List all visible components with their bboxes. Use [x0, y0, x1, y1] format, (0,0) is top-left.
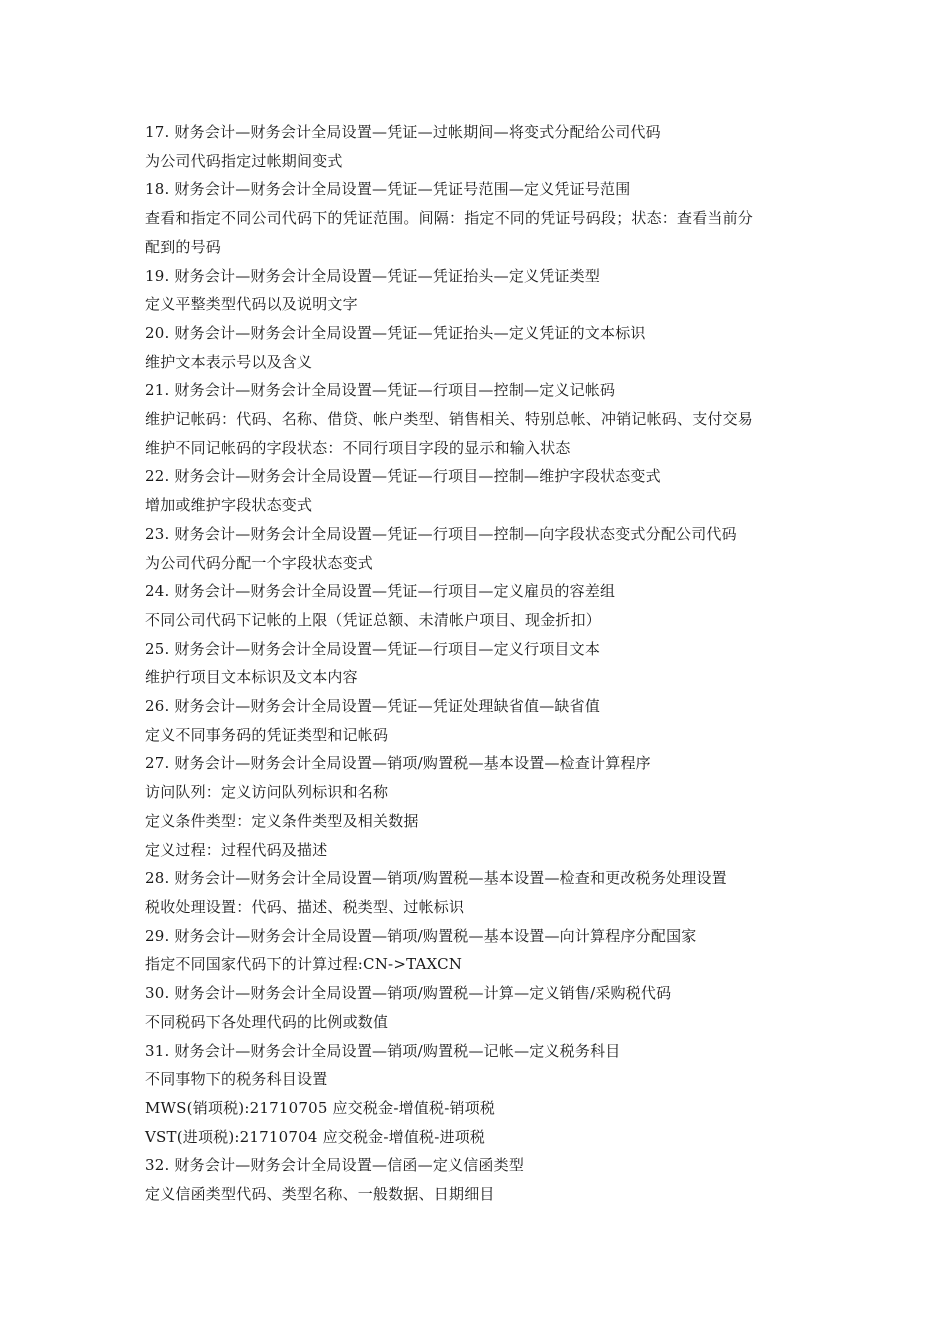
heading-25: 25. 财务会计—财务会计全局设置—凭证—行项目—定义行项目文本	[145, 639, 601, 658]
heading-31: 31. 财务会计—财务会计全局设置—销项/购置税—记帐—定义税务科目	[145, 1041, 621, 1060]
text-line: 定义条件类型：定义条件类型及相关数据	[145, 811, 419, 830]
text-line: 定义过程：过程代码及描述	[145, 840, 328, 859]
text-line: VST(进项税):21710704 应交税金-增值税-进项税	[145, 1127, 486, 1146]
text-line: 增加或维护字段状态变式	[145, 496, 313, 515]
text-line: 维护文本表示号以及含义	[145, 352, 313, 371]
document-body	[145, 118, 815, 1209]
text-line: 查看和指定不同公司代码下的凭证范围。间隔：指定不同的凭证号码段；状态：查看当前分	[145, 209, 754, 228]
heading-26: 26. 财务会计—财务会计全局设置—凭证—凭证处理缺省值—缺省值	[145, 697, 601, 716]
heading-18: 18. 财务会计—财务会计全局设置—凭证—凭证号范围—定义凭证号范围	[145, 180, 631, 199]
heading-23: 23. 财务会计—财务会计全局设置—凭证—行项目—控制—向字段状态变式分配公司代码	[145, 524, 737, 543]
text-line: 不同事物下的税务科目设置	[145, 1070, 328, 1089]
text-line: 为公司代码分配一个字段状态变式	[145, 553, 374, 572]
heading-22: 22. 财务会计—财务会计全局设置—凭证—行项目—控制—维护字段状态变式	[145, 467, 661, 486]
heading-19: 19. 财务会计—财务会计全局设置—凭证—凭证抬头—定义凭证类型	[145, 266, 601, 285]
text-line: 税收处理设置：代码、描述、税类型、过帐标识	[145, 897, 465, 916]
text-line: 指定不同国家代码下的计算过程:CN->TAXCN	[145, 955, 463, 974]
heading-21: 21. 财务会计—财务会计全局设置—凭证—行项目—控制—定义记帐码	[145, 381, 616, 400]
text-line: 维护行项目文本标识及文本内容	[145, 668, 358, 687]
heading-17: 17. 财务会计—财务会计全局设置—凭证—过帐期间—将变式分配给公司代码	[145, 123, 661, 141]
heading-30: 30. 财务会计—财务会计全局设置—销项/购置税—计算—定义销售/采购税代码	[145, 984, 672, 1003]
text-line: 定义平整类型代码以及说明文字	[145, 295, 358, 314]
text-line: 不同税码下各处理代码的比例或数值	[145, 1012, 389, 1031]
heading-28: 28. 财务会计—财务会计全局设置—销项/购置税—基本设置—检查和更改税务处理设置	[145, 869, 727, 888]
heading-27: 27. 财务会计—财务会计全局设置—销项/购置税—基本设置—检查计算程序	[145, 754, 651, 773]
text-line: 不同公司代码下记帐的上限（凭证总额、未清帐户项目、现金折扣）	[145, 610, 602, 629]
heading-24: 24. 财务会计—财务会计全局设置—凭证—行项目—定义雇员的容差组	[145, 582, 616, 601]
text-line: 为公司代码指定过帐期间变式	[145, 151, 343, 170]
heading-29: 29. 财务会计—财务会计全局设置—销项/购置税—基本设置—向计算程序分配国家	[145, 926, 697, 945]
heading-32: 32. 财务会计—财务会计全局设置—信函—定义信函类型	[145, 1156, 525, 1175]
text-line: 配到的号码	[145, 237, 222, 256]
text-line: 维护不同记帐码的字段状态：不同行项目字段的显示和输入状态	[145, 438, 571, 457]
heading-20: 20. 财务会计—财务会计全局设置—凭证—凭证抬头—定义凭证的文本标识	[145, 323, 646, 342]
text-line: 定义不同事务码的凭证类型和记帐码	[145, 725, 389, 744]
text-line: MWS(销项税):21710705 应交税金-增值税-销项税	[145, 1098, 496, 1117]
text-line: 维护记帐码：代码、名称、借贷、帐户类型、销售相关、特别总帐、冲销记帐码、支付交易	[145, 410, 754, 429]
text-line: 访问队列：定义访问队列标识和名称	[145, 783, 389, 802]
text-line: 定义信函类型代码、类型名称、一般数据、日期细目	[145, 1185, 495, 1204]
